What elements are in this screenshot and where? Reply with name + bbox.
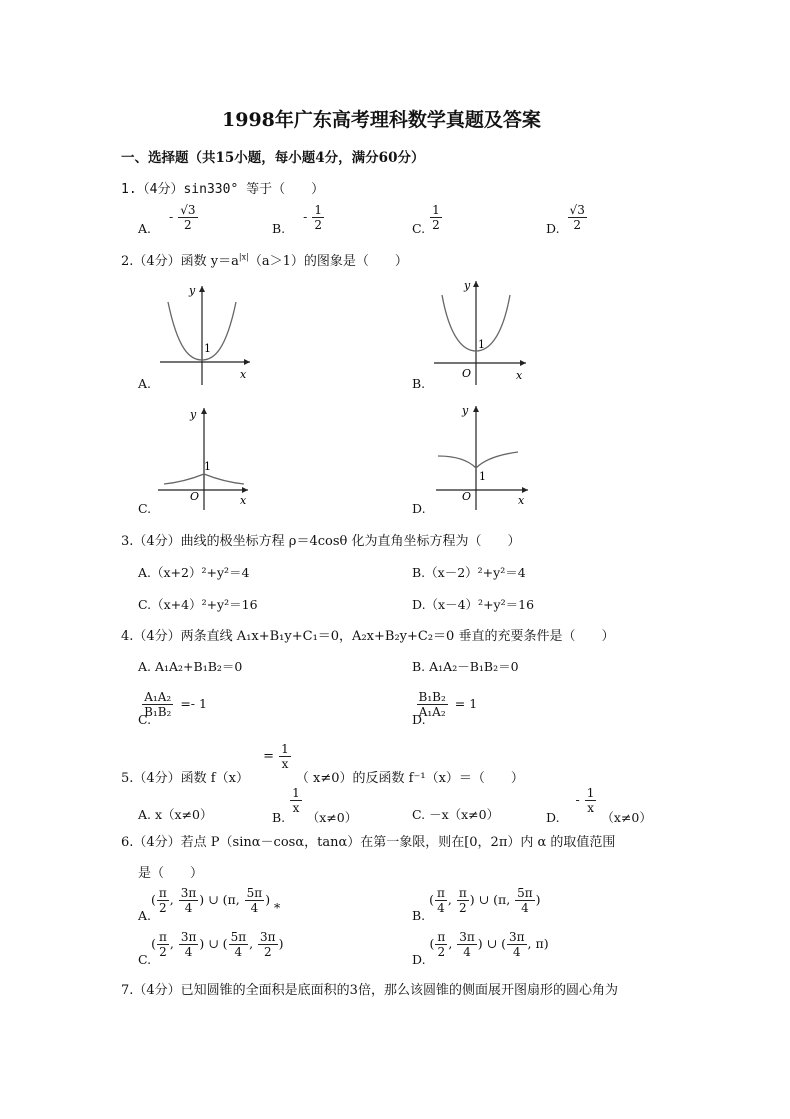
x-label: x [240,368,247,381]
x-label: x [516,369,523,382]
q5-option-c: C. －x（x≠0） [412,807,500,822]
q4-option-a: A. A₁A₂+B₁B₂＝0 [138,659,243,674]
q5-option-a: A. x（x≠0） [138,807,213,822]
q4-stem: 4.（4分）两条直线 A₁x+B₁y+C₁＝0，A₂x+B₂y+C₂＝0 垂直的充要条件是（ ） [121,629,615,644]
q6-option-b: B. ( $\frac{\pi}{4}$ , $\frac{\pi}{2}$ ) ∪ (π, $\frac{5\pi}{4}$ ) [412,886,541,923]
q1-stem: 1.（4分）sin330° 等于（ ） [121,182,325,197]
q2-graph-a [150,280,260,390]
q3-option-a: A.（x+2）²+y²＝4 [138,565,250,580]
y-label: y [464,279,471,292]
q4-option-c: C. $\frac{\text{A₁A₂}}{\text{B₁B₂}}$ =- 1 [138,690,207,727]
q6-option-c: C.( $\frac{\pi}{2}$ , $\frac{3\pi}{4}$ ) ∪ ( $\frac{5\pi}{4}$ , $\frac{3\pi}{2}$ ) [138,930,284,967]
q2-graph-d [430,400,540,514]
q2-graph-b [428,275,538,390]
q6-option-d: D. ( $\frac{\pi}{2}$ , $\frac{3\pi}{4}$ ) ∪ ( $\frac{3\pi}{4}$ , π) [412,930,549,967]
section-heading: 一、选择题（共15小题，每小题4分，满分60分） [121,150,425,166]
q6-stem-line2: 是（ ） [138,866,204,881]
q1-option-c: C. $\frac{1}{2}$ [412,203,440,236]
origin-label: O [462,490,472,503]
q3-option-c: C.（x+4）²+y²＝16 [138,597,258,612]
one-label: 1 [478,338,485,351]
q1-option-a: A. - $\frac{√3}{2}$ [138,203,196,236]
one-label: 1 [204,460,211,473]
y-label: y [189,284,196,297]
q3-stem: 3.（4分）曲线的极坐标方程 ρ＝4cosθ 化为直角坐标方程为（ ） [121,534,521,549]
one-label: 1 [479,470,486,483]
q2-option-a-label: A. [138,376,152,391]
q4-option-d: D. $\frac{\text{B₁B₂}}{\text{A₁A₂}}$ = 1 [412,690,478,727]
q5-option-d: D. - $\frac{1}{x}$ （x≠0） [546,786,652,825]
y-label: y [462,404,469,417]
q2-option-b-label: B. [412,376,426,391]
q4-option-b: B. A₁A₂－B₁B₂＝0 [412,659,519,674]
page-title: 1998年广东高考理科数学真题及答案 [222,109,541,131]
q2-option-d-label: D. [412,501,426,516]
x-label: x [518,494,525,507]
q5-option-b: B. $\frac{1}{x}$ （x≠0） [272,786,358,825]
q5-stem: 5.（4分）函数 f（x） = $\frac{1}{x}$ （ x≠0）的反函数 f⁻¹（x）＝（ ） [121,742,524,786]
q3-option-b: B.（x－2）²+y²＝4 [412,565,526,580]
y-label: y [190,408,197,421]
q7-stem: 7.（4分）已知圆锥的全面积是底面积的3倍，那么该圆锥的侧面展开图扇形的圆心角为 [121,983,618,998]
q2-graph-c [152,402,262,514]
q3-option-d: D.（x－4）²+y²＝16 [412,597,535,612]
x-label: x [240,494,247,507]
q2-option-c-label: C. [138,501,152,516]
q2-stem: 2.（4分）函数 $y=a^{|x|}(a>1)$的图象是（ ） [121,252,408,269]
q1-option-b: B. - $\frac{1}{2}$ [272,203,323,236]
one-label: 1 [204,342,211,355]
curve [438,452,518,468]
origin-label: O [462,367,472,380]
origin-label: O [190,490,200,503]
q1-option-d: D. $\frac{√3}{2}$ [546,203,585,236]
q6-stem-line1: 6.（4分）若点 P（sinα－cosα，tanα）在第一象限，则在[0，2π）内 α 的取值范围 [121,835,616,850]
q6-option-a: A.( $\frac{\pi}{2}$ , $\frac{3\pi}{4}$ ) ∪ (π, $\frac{5\pi}{4}$ ) * [138,886,281,923]
